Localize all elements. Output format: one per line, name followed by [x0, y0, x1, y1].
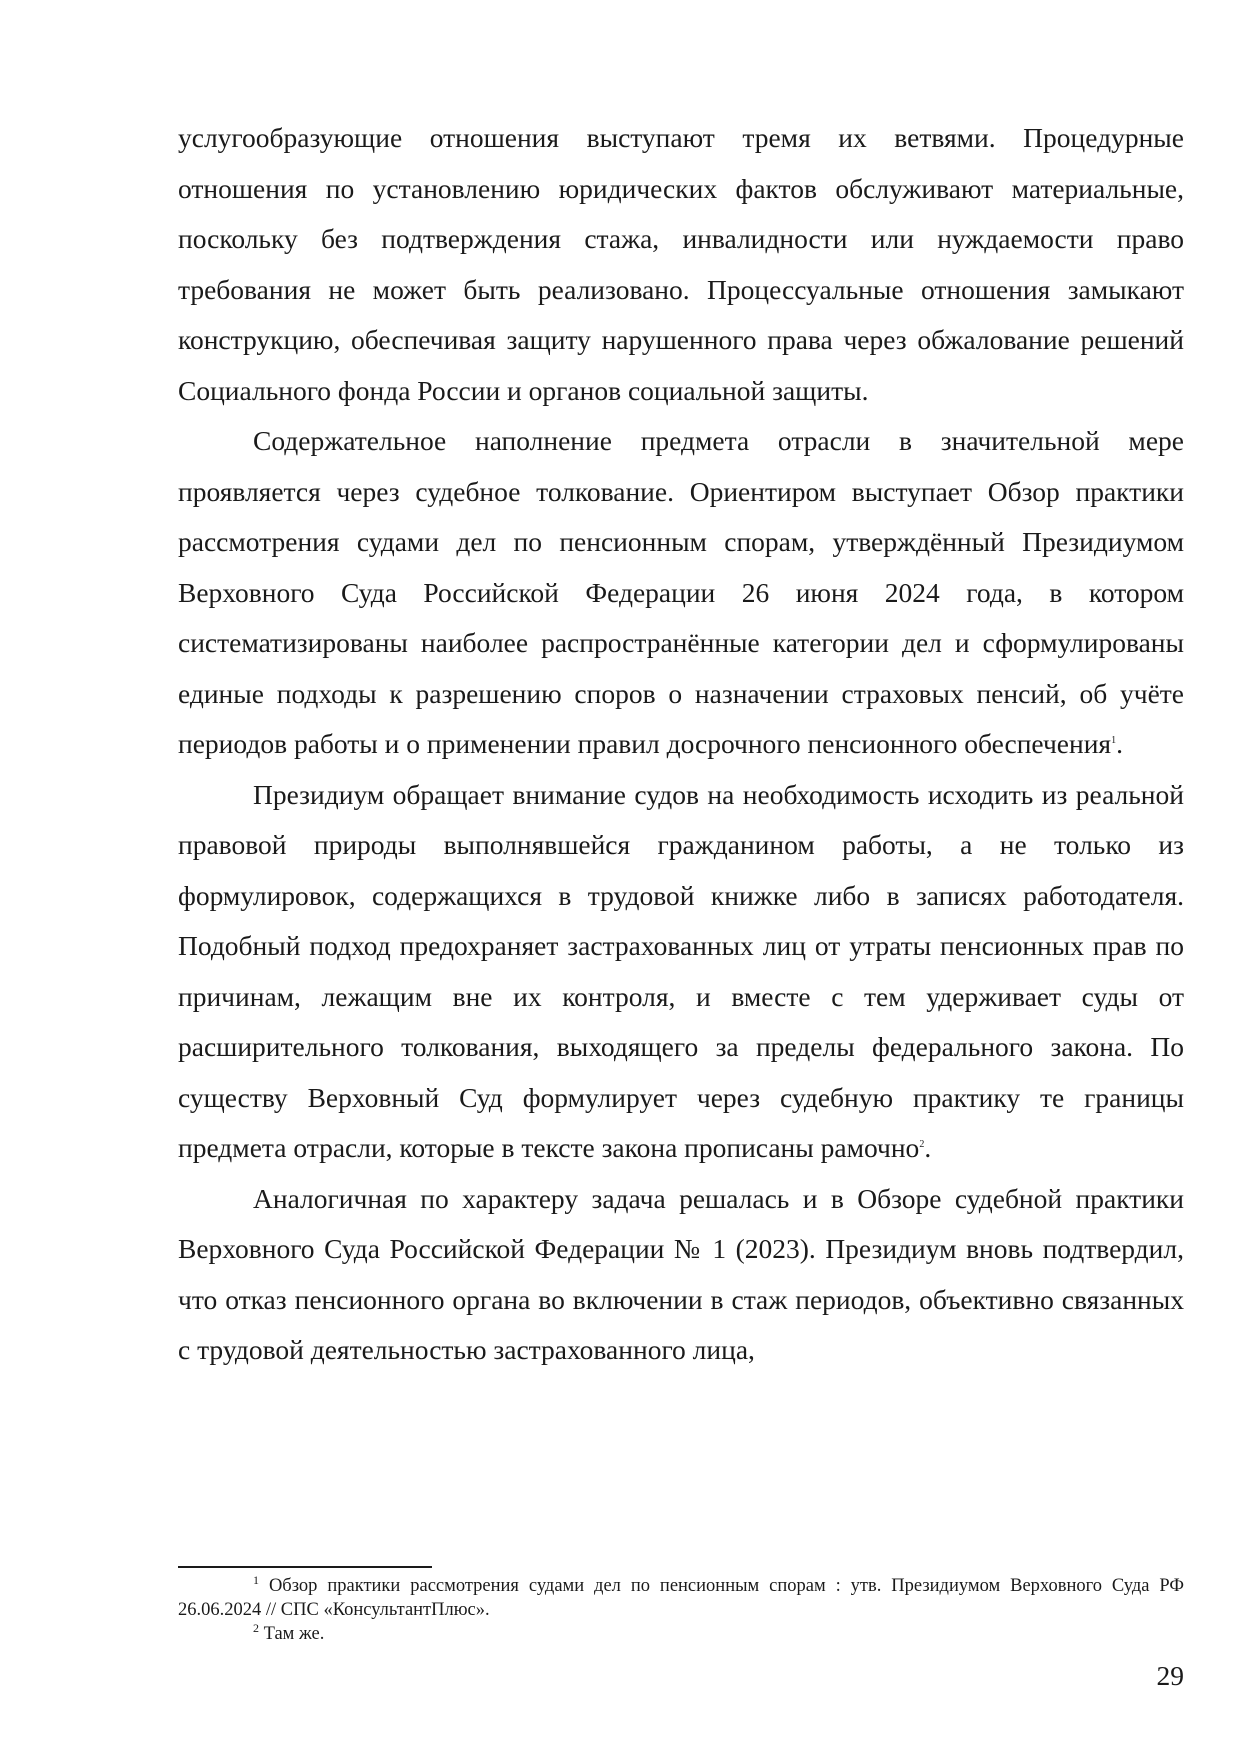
footnote [178, 1574, 1184, 1622]
paragraph-tail: . [1116, 728, 1123, 759]
footnote [178, 1622, 1184, 1646]
paragraph-tail: . [924, 1132, 932, 1163]
paragraph-text: Содержательное наполнение предмета отрасли в значительной мере проявляется через судебное толкование. Ориентиром выступает Обзор практики рассмотрения судами дел по пенсионным спорам, утверждённый Президиумом Верховного Суда Российской Федерации 26 июня 2024 года, в котором систематизированы наиболее распространённые категории дел и сформулированы единые подходы к разрешению споров о назначении страховых пенсий, об учёте периодов работы и о применении правил досрочного пенсионного обеспечения [178, 425, 1184, 759]
paragraph-text: услугообразующие отношения выступают тремя их ветвями. Процедурные отношения по установлению юридических фактов обслуживают материальные, поскольку без подтверждения стажа, инвалидности или нуждаемости право требования не может быть реализовано. Процессуальные отношения замыкают конструкцию, обеспечивая защиту нарушенного права через обжалование решений Социального фонда России и органов социальной защиты. [178, 122, 1184, 406]
main-text [178, 113, 1184, 1376]
footnote-separator [178, 1566, 432, 1568]
footnote-number: 2 [253, 1620, 259, 1635]
footnote-text: Там же. [263, 1624, 325, 1644]
paragraph [178, 416, 1184, 770]
footnote-ref[interactable]: 1 [1111, 734, 1117, 746]
paragraph [178, 1174, 1184, 1376]
footnote-text: Обзор практики рассмотрения судами дел по пенсионным спорам : утв. Президиумом Верховного Суда РФ 26.06.2024 // СПС «КонсультантПлюс». [178, 1576, 1185, 1620]
paragraph-text: Аналогичная по характеру задача решалась и в Обзоре судебной практики Верховного Суда Российской Федерации № 1 (2023). Президиум вновь подтвердил, что отказ пенсионного органа во включении в стаж периодов, объективно связанных с трудовой деятельностью застрахованного лица, [178, 1182, 1184, 1365]
paragraph-text: Президиум обращает внимание судов на необходимость исходить из реальной правовой природы выполнявшейся гражданином работы, а не только из формулировок, содержащихся в трудовой книжке либо в записях работодателя. Подобный подход предохраняет застрахованных лиц от утраты пенсионных прав по причинам, лежащим вне их контроля, и вместе с тем удерживает суды от расширительного толкования, выходящего за пределы федерального закона. По существу Верховный Суд формулирует через судебную практику те границы предмета отрасли, которые в тексте закона прописаны рамочно [178, 778, 1184, 1163]
footnote-ref[interactable]: 2 [919, 1138, 925, 1150]
page-number: 29 [1156, 1660, 1184, 1691]
paragraph-continued [178, 113, 1184, 416]
footnote-number: 1 [253, 1572, 259, 1587]
footnotes [178, 1574, 1184, 1646]
paragraph [178, 770, 1184, 1174]
